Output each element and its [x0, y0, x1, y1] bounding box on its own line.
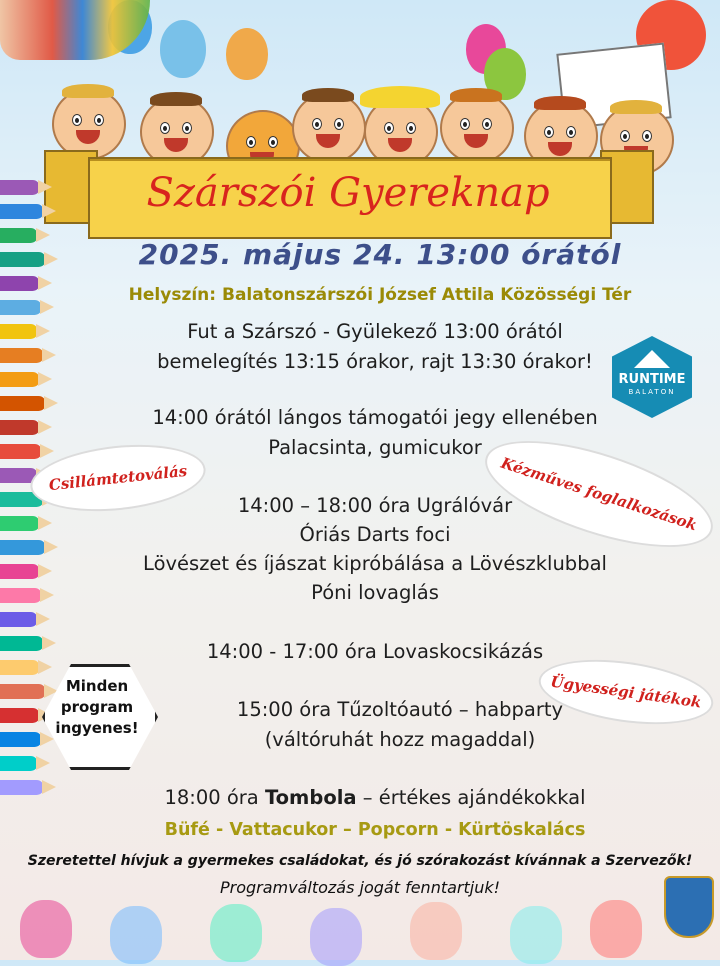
pencil-icon — [0, 564, 40, 579]
program-line: Lövészet és íjászat kipróbálása a Lövészklubbal — [143, 552, 607, 575]
pencil-icon — [0, 252, 46, 267]
pencil-icon — [0, 684, 46, 699]
hand-print-icon — [590, 900, 642, 958]
cloud-label: Ügyességi játékok — [549, 672, 703, 712]
pencil-icon — [0, 276, 40, 291]
pencil-icon — [0, 540, 46, 555]
program-line: (váltóruhát hozz magaddal) — [264, 728, 536, 751]
tombola-word: Tombola — [264, 786, 357, 809]
invitation-text: Szeretettel hívjuk a gyermekes családokat, és jó szórakozást kívánnak a Szervezők! — [27, 853, 693, 869]
program-line: Póni lovaglás — [311, 581, 439, 604]
tombola-line — [60, 786, 690, 809]
disclaimer-text: Programváltozás jogát fenntartjuk! — [219, 878, 501, 897]
balloon-icon — [226, 28, 268, 80]
pencil-icon — [0, 420, 40, 435]
program-line: 15:00 óra Tűzoltóautó – habparty — [236, 698, 564, 721]
hand-print-icon — [110, 906, 162, 964]
free-badge-line: ingyenes! — [55, 719, 139, 737]
pencil-icon — [0, 300, 42, 315]
program-line: 14:00 – 18:00 óra Ugrálóvár — [237, 494, 513, 517]
pencil-icon — [0, 756, 38, 771]
hand-print-icon — [210, 904, 262, 962]
page-title: Szárszói Gyereknap — [146, 170, 550, 216]
event-date: 2025. május 24. 13:00 órától — [138, 238, 622, 271]
pencil-icon — [0, 588, 42, 603]
balloon-icon — [160, 20, 206, 78]
program-line: bemelegítés 13:15 órakor, rajt 13:30 órakor! — [157, 350, 593, 373]
pencil-icon — [0, 396, 46, 411]
runtime-logo-sub: BALATON — [628, 388, 676, 396]
cloud-label: Kézműves foglalkozások — [498, 453, 700, 535]
free-badge-line: program — [60, 698, 134, 716]
program-line: Óriás Darts foci — [299, 523, 451, 546]
tombola-rest: – értékes ajándékokkal — [356, 786, 586, 809]
pencil-icon — [0, 612, 38, 627]
pencil-icon — [0, 636, 44, 651]
program-line: Fut a Szárszó - Gyülekező 13:00 órától — [187, 320, 563, 343]
child-illustration — [292, 92, 366, 164]
pencil-icon — [0, 228, 38, 243]
event-location: Helyszín: Balatonszárszói József Attila Közösségi Tér — [128, 285, 632, 305]
free-badge-text — [45, 676, 149, 739]
pencil-icon — [0, 444, 42, 459]
pencil-icon — [0, 780, 44, 795]
tombola-time: 18:00 óra — [164, 786, 265, 809]
cloud-label: Csillámtetoválás — [48, 461, 188, 495]
hand-print-icon — [510, 906, 562, 964]
pencil-icon — [0, 708, 40, 723]
crest-icon — [664, 876, 714, 938]
free-badge-line: Minden — [65, 677, 129, 695]
pencil-icon — [0, 516, 40, 531]
hand-print-icon — [410, 902, 462, 960]
food-stands: Büfé - Vattacukor – Popcorn - Kürtöskalács — [164, 820, 586, 840]
program-line: 14:00 - 17:00 óra Lovaskocsikázás — [206, 640, 544, 663]
runtime-logo-name: RUNTIME — [618, 372, 686, 387]
pencil-icon — [0, 180, 40, 195]
hand-print-icon — [310, 908, 362, 966]
program-line: 14:00 órától lángos támogatói jegy ellenében — [152, 406, 598, 429]
pencil-icon — [0, 324, 38, 339]
program-line: Palacsinta, gumicukor — [268, 436, 482, 459]
child-illustration — [440, 92, 514, 164]
mountain-icon — [634, 350, 670, 368]
pencil-icon — [0, 732, 42, 747]
pencil-icon — [0, 660, 40, 675]
pencil-icon — [0, 204, 44, 219]
pencil-icon — [0, 348, 44, 363]
pencil-icon — [0, 372, 40, 387]
hand-print-icon — [20, 900, 72, 958]
